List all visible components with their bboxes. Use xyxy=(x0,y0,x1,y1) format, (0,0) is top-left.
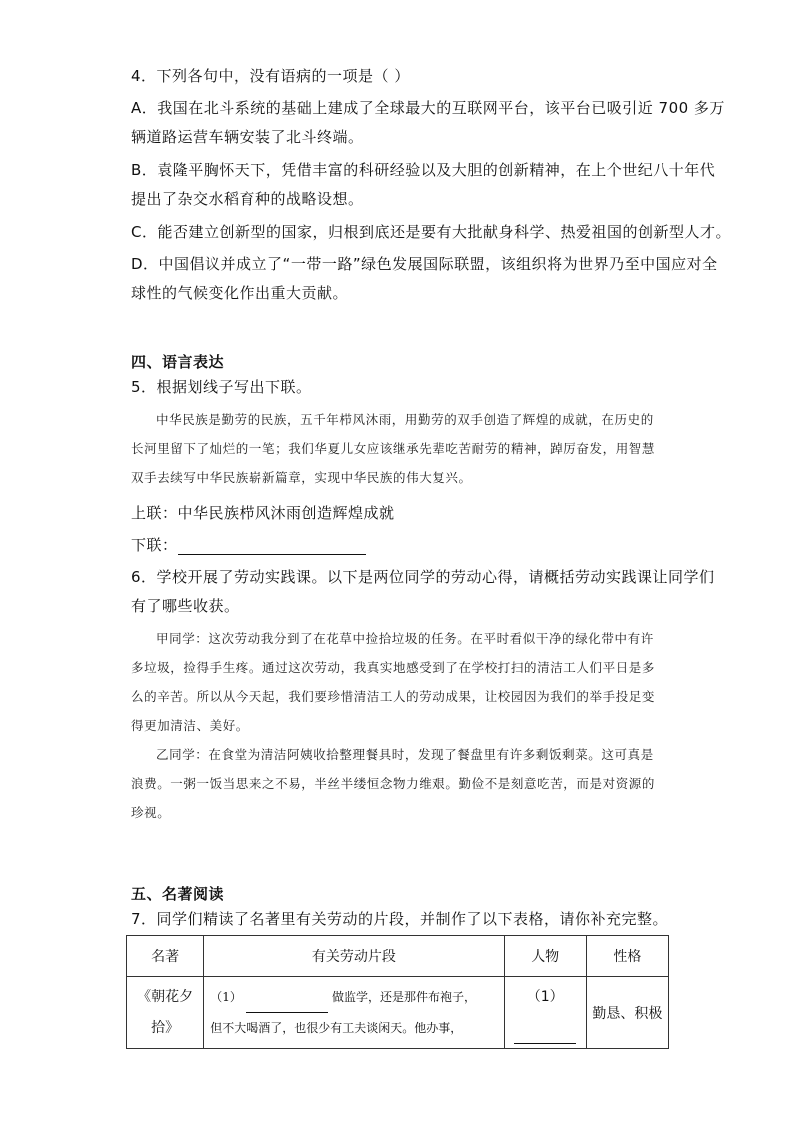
fragment-line2: 但不大喝酒了，也很少有工夫谈闲天。他办事， xyxy=(210,1020,463,1035)
cell-book xyxy=(127,977,204,1049)
q5-upper-couplet: 上联：中华民族栉风沐雨创造辉煌成就 xyxy=(131,504,395,522)
q4-option-a-line1: A．我国在北斗系统的基础上建成了全球最大的互联网平台，该平台已吸引近 700 多万 xyxy=(131,99,725,117)
section-5-title: 五、名著阅读 xyxy=(131,885,225,903)
q5-passage xyxy=(131,405,661,492)
q5-lower-couplet xyxy=(131,535,366,555)
q5-answer-blank[interactable] xyxy=(178,538,366,555)
table-row xyxy=(127,977,669,1049)
fragment-line1 xyxy=(204,982,503,1013)
q6-student-yi: 乙同学：在食堂为清洁阿姨收拾整理餐具时，发现了餐盘里有许多剩饭剩菜。这可真是浪费。一粥一饭当思来之不易，半丝半缕恒念物力维艰。勤俭不是刻意吃苦，而是对资源的珍视。 xyxy=(131,747,656,820)
header-person: 人物 xyxy=(504,936,586,977)
q4-option-b-line1: B．袁隆平胸怀天下，凭借丰富的科研经验以及大胆的创新精神，在上个世纪八十年代 xyxy=(131,161,716,179)
book-title-line1: 《朝花夕 xyxy=(137,988,194,1005)
q6-stem-line2: 有了哪些收获。 xyxy=(131,597,240,615)
person-blank-number: （1） xyxy=(526,988,564,1005)
person-answer-blank[interactable] xyxy=(514,1029,576,1044)
header-trait: 性格 xyxy=(586,936,668,977)
classics-table xyxy=(126,935,669,1049)
table-header-row xyxy=(127,936,669,977)
q7-stem: 7．同学们精读了名著里有关劳动的片段，并制作了以下表格，请你补充完整。 xyxy=(131,910,669,928)
q6-passages xyxy=(131,624,661,827)
cell-person xyxy=(504,977,586,1049)
fragment-answer-blank[interactable] xyxy=(246,998,328,1013)
book-title-line2: 拾》 xyxy=(151,1019,180,1036)
q4-option-b-line2: 提出了杂交水稻育种的战略设想。 xyxy=(131,190,364,208)
q6-student-jia: 甲同学：这次劳动我分到了在花草中捡拾垃圾的任务。在平时看似干净的绿化带中有许多垃圾，捡得手生疼。通过这次劳动，我真实地感受到了在学校打扫的清洁工人们平日是多么的辛苦。所以从今天起，我们要珍惜清洁工人的劳动成果，让校园因为我们的举手投足变得更加清洁、美好。 xyxy=(131,631,656,733)
q4-option-d-line2: 球性的气候变化作出重大贡献。 xyxy=(131,284,349,302)
q4-option-d-line1: D．中国倡议并成立了“一带一路”绿色发展国际联盟，该组织将为世界乃至中国应对全 xyxy=(131,255,718,273)
q6-stem-line1: 6．学校开展了劳动实践课。以下是两位同学的劳动心得，请概括劳动实践课让同学们 xyxy=(131,568,715,586)
cell-fragment xyxy=(204,977,504,1049)
q5-stem: 5．根据划线子写出下联。 xyxy=(131,378,312,396)
q4-option-a-line2: 辆道路运营车辆安装了北斗终端。 xyxy=(131,128,364,146)
header-book: 名著 xyxy=(127,936,204,977)
cell-trait: 勤恳、积极 xyxy=(586,977,668,1049)
q4-option-c: C．能否建立创新型的国家，归根到底还是要有大批献身科学、热爱祖国的创新型人才。 xyxy=(131,223,731,241)
fragment-line1-tail: 做监学，还是那件布袍子， xyxy=(331,989,476,1004)
q4-stem: 4．下列各句中，没有语病的一项是（ ） xyxy=(131,67,410,85)
q5-lower-label: 下联： xyxy=(131,536,178,554)
section-4-title: 四、语言表达 xyxy=(131,353,225,371)
q5-passage-text: 中华民族是勤劳的民族，五千年栉风沐雨，用勤劳的双手创造了辉煌的成就，在历史的长河里留下了灿烂的一笔；我们华夏儿女应该继承先辈吃苦耐劳的精神，踔厉奋发，用智慧双手去续写中华民族崭新篇章，实现中华民族的伟大复兴。 xyxy=(131,412,656,485)
header-fragment: 有关劳动片段 xyxy=(204,936,504,977)
fragment-blank-number: （1） xyxy=(210,989,242,1004)
